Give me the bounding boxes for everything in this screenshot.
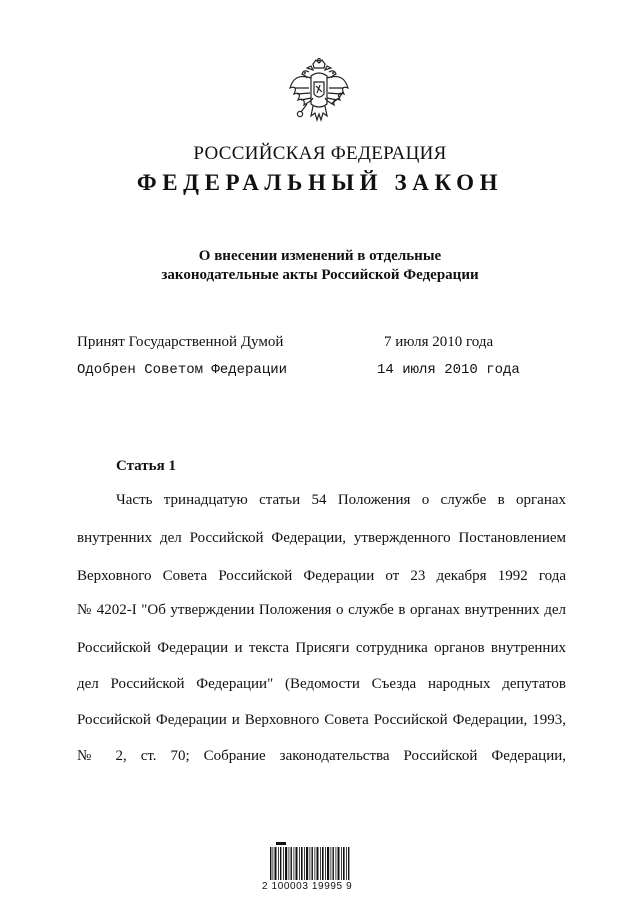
- duma-adoption-label: Принят Государственной Думой: [77, 334, 284, 350]
- council-approval-date: 14 июля 2010 года: [377, 362, 520, 378]
- article-text-line: № 4202-I "Об утверждении Положения о службе в органах внутренних дел: [77, 602, 566, 618]
- barcode: [268, 842, 352, 882]
- article-text-line: дел Российской Федерации" (Ведомости Съезда народных депутатов: [77, 676, 566, 692]
- law-title-line-2: законодательные акты Российской Федерации: [161, 267, 479, 283]
- article-text-line: внутренних дел Российской Федерации, утвержденного Постановлением: [77, 530, 566, 546]
- article-text-line: Часть тринадцатую статьи 54 Положения о службе в органах: [116, 492, 566, 508]
- barcode-number: 2 100003 19995 9: [262, 881, 353, 892]
- article-text-line: Российской Федерации и текста Присяги сотрудника органов внутренних: [77, 640, 566, 656]
- council-approval-label: Одобрен Советом Федерации: [77, 362, 288, 378]
- coat-of-arms-of-russia-icon: [287, 58, 351, 132]
- article-heading: Статья 1: [116, 458, 176, 474]
- article-text-line: Российской Федерации и Верховного Совета Российской Федерации, 1993,: [77, 712, 566, 728]
- law-title-line-1: О внесении изменений в отдельные: [198, 248, 442, 264]
- document-type-title: ФЕДЕРАЛЬНЫЙ ЗАКОН: [136, 170, 504, 195]
- article-text-line: № 2, ст. 70; Собрание законодательства Российской Федерации,: [77, 748, 566, 764]
- law-title: [0, 247, 640, 285]
- country-name: РОССИЙСКАЯ ФЕДЕРАЦИЯ: [193, 143, 447, 164]
- article-text-line: Верховного Совета Российской Федерации от 23 декабря 1992 года: [77, 568, 566, 584]
- duma-adoption-date: 7 июля 2010 года: [384, 334, 494, 350]
